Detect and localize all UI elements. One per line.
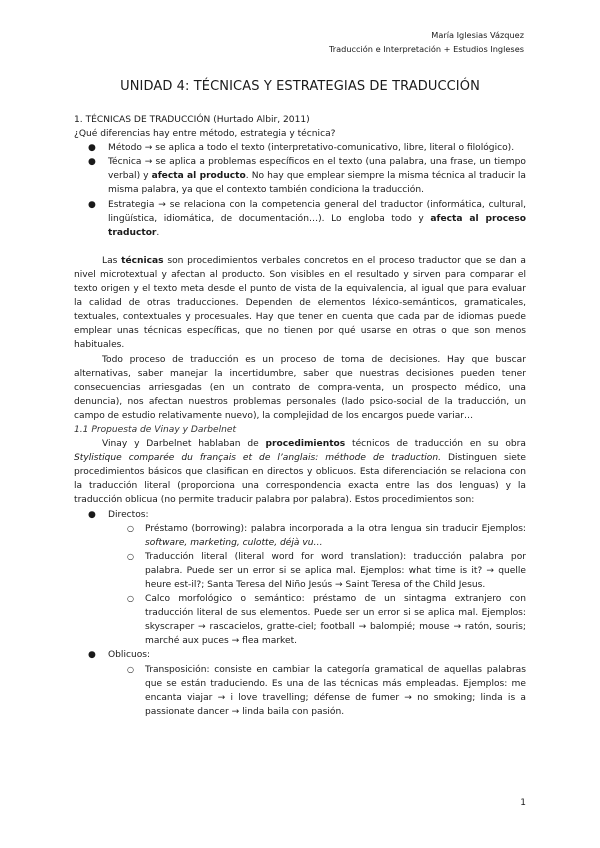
circle-bullet-icon: ○ <box>127 594 134 604</box>
document-body <box>74 113 526 719</box>
list-item-metodo <box>80 141 526 155</box>
page-title: UNIDAD 4: TÉCNICAS Y ESTRATEGIAS DE TRADUCCIÓN <box>120 79 480 94</box>
list-item-prestamo <box>74 522 526 550</box>
estrategia-text-end: . <box>156 227 160 238</box>
paragraph-proceso: Todo proceso de traducción es un proceso de toma de decisiones. Hay que buscar alternativas, saber manejar la incertidumbre, saber que nuestras decisiones pueden tener consecuencias arriesgadas (en un contrato de compra-venta, un prospecto médico, una denuncia), nos afectan nuestros problemas personales (lado psico-social de la traducción, un campo de estudio relativamente nuevo), la complejidad de los encargos puede variar… <box>74 354 526 421</box>
traduccion-literal-text: Traducción literal (literal word for word translation): traducción palabra por palabra. Puede ser un error si se aplica mal. Ejemplos: what time is it? → quelle heure est-il?; Santa Teresa del Niño Jesús → Saint Teresa of the Child Jesus. <box>145 551 526 590</box>
tecnica-emphasis: afecta al producto <box>151 171 246 182</box>
page-number: 1 <box>520 798 526 808</box>
tecnica-text: Técnica → se aplica a problemas específicos en el texto (una palabra, una frase, un tiempo verbal) y <box>108 157 526 182</box>
procedures-list <box>74 508 526 719</box>
para1-start: Las <box>102 255 122 266</box>
para1-rest: son procedimientos verbales concretos en el proceso traductor que se dan a nivel microtextual y afectan al producto. Son visibles en el resultado y sirven para comparar el texto origen y el texto meta desde el punto de vista de la equivalencia, al igual que para evaluar la calidad de otras traducciones. Dependen de elementos léxico-semánticos, gramaticales, textuales, contextuales y procesuales. Hay que tener en cuenta que cada par de idiomas puede emplear unas técnicas específicas, que no tienen por qué usarse en otras o que son menos habituales. <box>74 255 526 351</box>
subsection-heading: 1.1 Propuesta de Vinay y Darbelnet <box>74 424 237 435</box>
tecnica-text-end: . No hay que emplear siempre la misma técnica al traducir la misma palabra, ya que el contexto también condiciona la traducción. <box>108 171 526 196</box>
para1-emphasis: técnicas <box>121 255 164 266</box>
section-heading: 1. TÉCNICAS DE TRADUCCIÓN (Hurtado Albir, 2011) <box>74 115 310 125</box>
prestamo-examples: software, marketing, culotte, déjà vu… <box>145 537 323 548</box>
header-author: María Iglesias Vázquez <box>431 30 524 40</box>
oblicuos-label: Oblicuos: <box>108 650 151 661</box>
estrategia-emphasis: afecta al proceso traductor <box>108 213 526 238</box>
bullet-icon: ● <box>88 199 96 210</box>
bullet-icon: ● <box>88 650 96 661</box>
prestamo-text: Préstamo (borrowing): palabra incorporada a la otra lengua sin traducir Ejemplos: <box>145 523 526 534</box>
calco-text: Calco morfológico o semántico: préstamo de un sintagma extranjero con traducción literal de sus elementos. Puede ser un error si se aplica mal. Ejemplos: skyscraper → rascacielos, gratte-ciel; football → balompié; mouse → ratón, souris; marché aux puces → flea market. <box>145 594 526 647</box>
header-course: Traducción e Interpretación + Estudios Ingleses <box>328 44 524 54</box>
list-item-transposicion <box>74 663 526 719</box>
circle-bullet-icon: ○ <box>127 551 134 561</box>
vinay-rest: Distinguen siete procedimientos básicos que clasifican en directos y oblicuos. Esta diferenciación se relaciona con la traducción literal (proporciona una correspondencia exacta entre las dos lenguas) y la traducción oblicua (no permite traducir palabra por palabra). Estos procedimientos son: <box>74 453 526 506</box>
bullet-icon: ● <box>88 143 96 154</box>
directos-label: Directos: <box>108 509 149 520</box>
circle-bullet-icon: ○ <box>127 523 134 533</box>
list-item-directos <box>80 508 526 522</box>
bullet-icon: ● <box>88 157 96 168</box>
metodo-text: Método → se aplica a todo el texto (interpretativo-comunicativo, libre, literal o filológico). <box>108 143 515 154</box>
vinay-mid: técnicos de traducción en su obra <box>345 439 526 450</box>
list-item-estrategia <box>80 198 526 240</box>
vinay-emphasis: procedimientos <box>265 439 346 450</box>
circle-bullet-icon: ○ <box>127 664 134 674</box>
list-item-tecnica <box>80 155 526 197</box>
transposicion-text: Transposición: consiste en cambiar la categoría gramatical de aquellas palabras que se están traduciendo. Es una de las técnicas más empleadas. Ejemplos: me encanta viajar → i love travelling; défense de fumer → no smoking; linda is a passionate dancer → linda baila con pasión. <box>145 664 526 717</box>
paragraph-vinay <box>74 437 526 507</box>
paragraph-tecnicas <box>74 254 526 353</box>
definitions-list <box>74 141 526 240</box>
list-item-calco <box>74 592 526 648</box>
list-item-traduccion-literal <box>74 550 526 592</box>
list-item-oblicuos <box>80 648 526 662</box>
section-question: ¿Qué diferencias hay entre método, estrategia y técnica? <box>74 129 336 140</box>
estrategia-text: Estrategia → se relaciona con la competencia general del traductor (informática, cultural, lingüística, idiomática, de documentación…). Lo engloba todo y <box>108 199 526 224</box>
vinay-start: Vinay y Darbelnet hablaban de <box>102 439 266 450</box>
bullet-icon: ● <box>88 509 96 520</box>
vinay-book-title: Stylistique comparée du français et de l’anglais: méthode de traduction. <box>74 453 442 464</box>
